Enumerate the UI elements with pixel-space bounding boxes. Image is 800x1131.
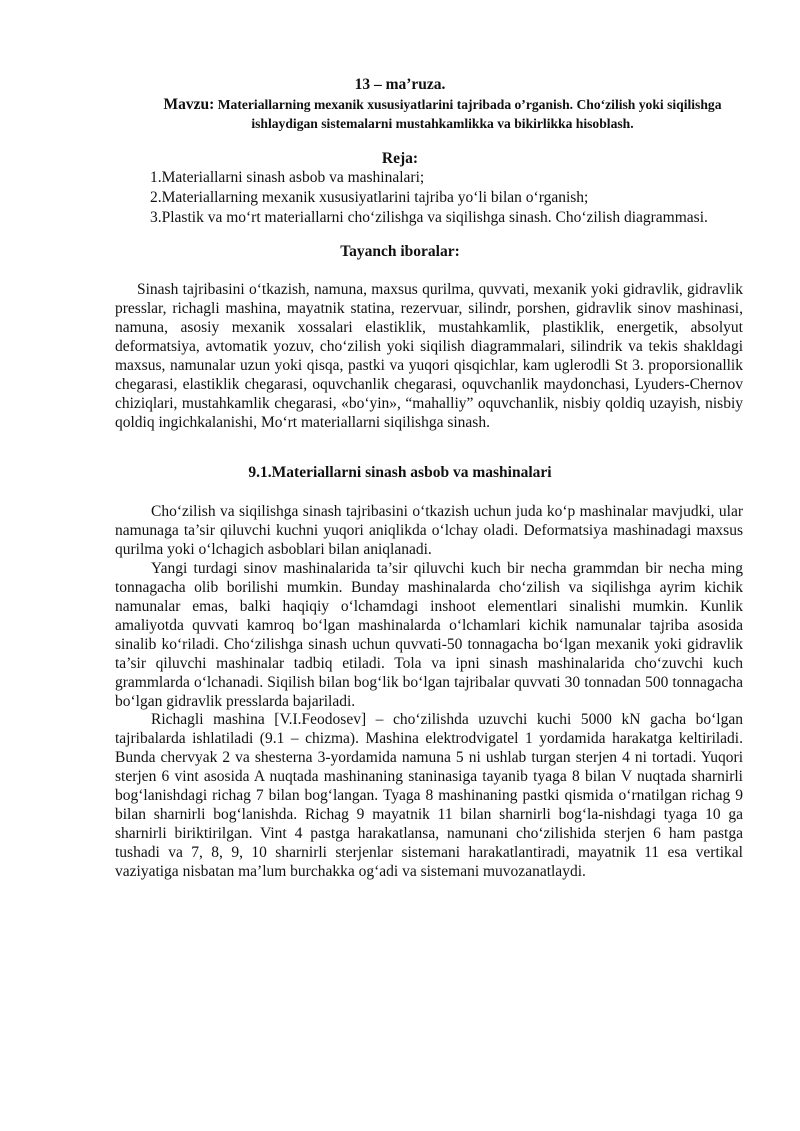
section-paragraph: Richagli mashina [V.I.Feodosev] – cho‘zilishda uzuvchi kuchi 5000 kN gacha bo‘lgan tajribalarda ishlatiladi (9.1 – chizma). Mashina elektrodvigatel 1 yordamida harakatga keltiriladi. Bunda chervyak 2 va shesterna 3-yordamida namuna 5 ni ushlab turgan sterjen 4 ni tortadi. Yuqori sterjen 6 vint asosida A nuqtada mashinaning staninasiga tayanib tyaga 8 bilan V nuqtada sharnirli bog‘lanishdagi richag 7 bilan bog‘langan. Tyaga 8 mashinaning pastki qismida o‘rnatilgan richag 9 bilan sharnirli bog‘lanishda. Richag 9 mayatnik 11 bilan sharnirli bog‘la-nishdagi tyaga 10 ga sharnirli biriktirilgan. Vint 4 pastga harakatlansa, namunani cho‘zilishida sterjen 6 ham pastga tushadi va 7, 8, 9, 10 sharnirli sterjenlar sistemani harakatlantiradi, mayatnik 11 esa vertikal vaziyatiga nisbatan ma’lum burchakka og‘adi va sistemani muvozanatlaydi. [115, 711, 743, 880]
plan-item: 1.Materiallarni sinash asbob va mashinalari; [150, 169, 425, 186]
keywords-title: Tayanch iboralar: [340, 243, 460, 260]
plan-item: 2.Materiallarning mexanik xususiyatlarini tajriba yo‘li bilan o‘rganish; [150, 189, 589, 206]
section-paragraph: Yangi turdagi sinov mashinalarida ta’sir qiluvchi kuch bir necha grammdan bir necha ming tonnagacha olib borilishi mumkin. Bunday mashinalarda cho‘zilish va siqilishga ayrim kichik namunalar emas, balki haqiqiy o‘lchamdagi inshoot elementlari sinalishi mumkin. Kunlik amaliyotda quvvati kamroq bo‘lgan mashinalarda o‘lchamlari kichik namunalar tajriba asosida sinalib ko‘riladi. Cho‘zilishga sinash uchun quvvati-50 tonnagacha bo‘lgan mexanik yoki gidravlik ta’sir qiluvchi mashinalar tadbiq etiladi. Tola va ipni sinash mashinalarida cho‘zuvchi kuch grammlarda o‘lchanadi. Siqilish bilan bog‘lik bo‘lgan tajribalar quvvati 30 tonnadan 500 tonnagacha bo‘lgan gidravlik presslarda bajariladi. [115, 560, 743, 710]
topic-label: Mavzu: [163, 96, 215, 113]
section-paragraph: Cho‘zilish va siqilishga sinash tajribasini o‘tkazish uchun juda ko‘p mashinalar mavjudki, ular namunaga ta’sir qiluvchi kuchni yuqori aniqlikda o‘lchay oladi. Deformatsiya mashinadagi maxsus qurilma yoki o‘lchagich asboblari bilan aniqlanadi. [115, 503, 743, 558]
plan-title: Reja: [381, 150, 419, 167]
plan-item: 3.Plastik va mo‘rt materiallarni cho‘zilishga va siqilishga sinash. Cho‘zilish diagrammasi. [150, 209, 708, 226]
section-title: 9.1.Materiallarni sinash asbob va mashinalari [248, 464, 552, 481]
topic [150, 95, 735, 133]
keywords-text: Sinash tajribasini o‘tkazish, namuna, maxsus qurilma, quvvati, mexanik yoki gidravlik, gidravlik presslar, richagli mashina, mayatnik statina, rezervuar, silindr, porshen, gidravlik sinov mashinasi, namuna, asosiy mexanik xossalari elastiklik, mustahkamlik, plastiklik, energetik, absolyut deformatsiya, avtomatik yozuv, cho‘zilish yoki siqilish diagrammalari, silindrik va tekis shakldagi maxsus, namunalar uzun yoki qisqa, pastki va yuqori qisqichlar, kam uglerodli St 3. proporsionallik chegarasi, elastiklik chegarasi, oquvchanlik chegarasi, oquvchanlik maydonchasi, Lyuders-Chernov chiziqlari, mustahkamlik chegarasi, «bo‘yin», “mahalliy” oquvchanlik, nisbiy qoldiq uzayish, nisbiy qoldiq ingichkalanishi, Mo‘rt materiallarni siqilishga sinash. [115, 281, 743, 431]
plan-list [150, 168, 750, 228]
topic-text: Materiallarning mexanik xususiyatlarini tajribada o’rganish. Cho‘zilish yoki siqilishga ishlaydigan sistemalarni mustahkamlikka va bikirlikka hisoblash. [217, 97, 722, 131]
lecture-number: 13 – ma’ruza. [354, 76, 446, 93]
